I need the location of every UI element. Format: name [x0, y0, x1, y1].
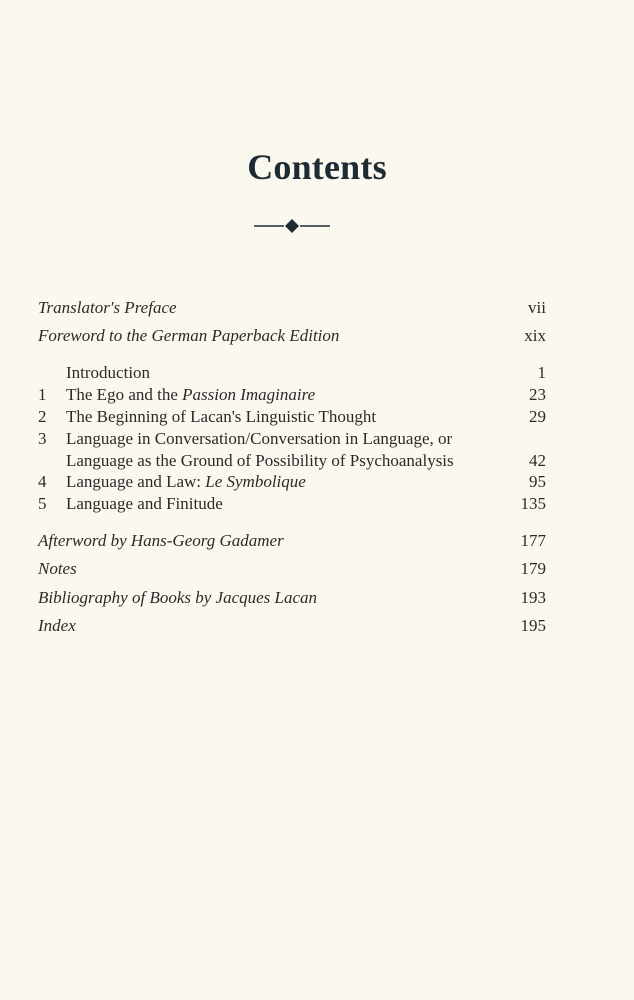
- chapter-number: 1: [38, 385, 47, 404]
- toc-entry-afterword: [38, 529, 546, 553]
- chapter-number: 2: [38, 407, 47, 426]
- toc-entry-chapter-2: [38, 405, 546, 429]
- toc-entry-page: 29: [529, 407, 546, 426]
- toc-entry-title: [66, 470, 306, 494]
- toc-entry-title: The Beginning of Lacan's Linguistic Thought: [66, 407, 377, 426]
- toc-entry-title: Bibliography of Books by Jacques Lacan: [38, 588, 318, 607]
- toc-entry-title: Language and Finitude: [66, 494, 223, 513]
- toc-entry-title-plain: The Ego and the: [66, 385, 183, 404]
- toc-entry-page: 1: [537, 363, 546, 382]
- toc-entry-index: [38, 614, 546, 638]
- toc-entry-title: Foreword to the German Paperback Edition: [38, 326, 340, 345]
- toc-entry-title-italic: Passion Imaginaire: [182, 385, 316, 404]
- toc-entry-title: Translator's Preface: [38, 298, 177, 317]
- toc-entry-chapter-3: [38, 427, 546, 451]
- toc-entry-foreword: [38, 324, 546, 348]
- toc-entry-title: Afterword by Hans-Georg Gadamer: [38, 531, 284, 550]
- toc-entry-introduction: [38, 361, 546, 385]
- toc-entry-page: 135: [520, 494, 546, 513]
- toc-entry-translators-preface: [38, 296, 546, 320]
- toc-entry-title: [66, 383, 315, 407]
- toc-entry-page: 23: [529, 385, 546, 404]
- chapter-number: 4: [38, 472, 47, 491]
- toc-entry-bibliography: [38, 586, 546, 610]
- toc-entry-page: 179: [520, 559, 546, 578]
- page-title: Contents: [247, 147, 387, 187]
- toc-entry-page: 193: [520, 588, 546, 607]
- toc-entry-page: vii: [528, 298, 546, 317]
- chapter-number: 3: [38, 429, 47, 448]
- toc-entry-title-italic: Le Symbolique: [205, 472, 306, 491]
- toc-entry-page: 42: [529, 451, 546, 470]
- toc-entry-title: Index: [38, 616, 76, 635]
- toc-entry-title: Language in Conversation/Conversation in Language, or: [66, 429, 453, 448]
- chapter-number: 5: [38, 494, 47, 513]
- toc-entry-chapter-5: [38, 492, 546, 516]
- toc-entry-page: 95: [529, 472, 546, 491]
- toc-entry-chapter-1: [38, 383, 546, 407]
- toc-entry-page: xix: [524, 326, 546, 345]
- toc-entry-title: Language as the Ground of Possibility of Psychoanalysis: [66, 451, 454, 470]
- toc-entry-title: Introduction: [66, 363, 151, 382]
- toc-entry-page: 195: [520, 616, 546, 635]
- toc-entry-chapter-4: [38, 470, 546, 494]
- toc-entry-page: 177: [520, 531, 546, 550]
- diamond-ornament-icon: [254, 218, 330, 234]
- toc-entry-title: Notes: [38, 559, 77, 578]
- toc-entry-notes: [38, 557, 546, 581]
- toc-entry-title-plain: Language and Law:: [66, 472, 206, 491]
